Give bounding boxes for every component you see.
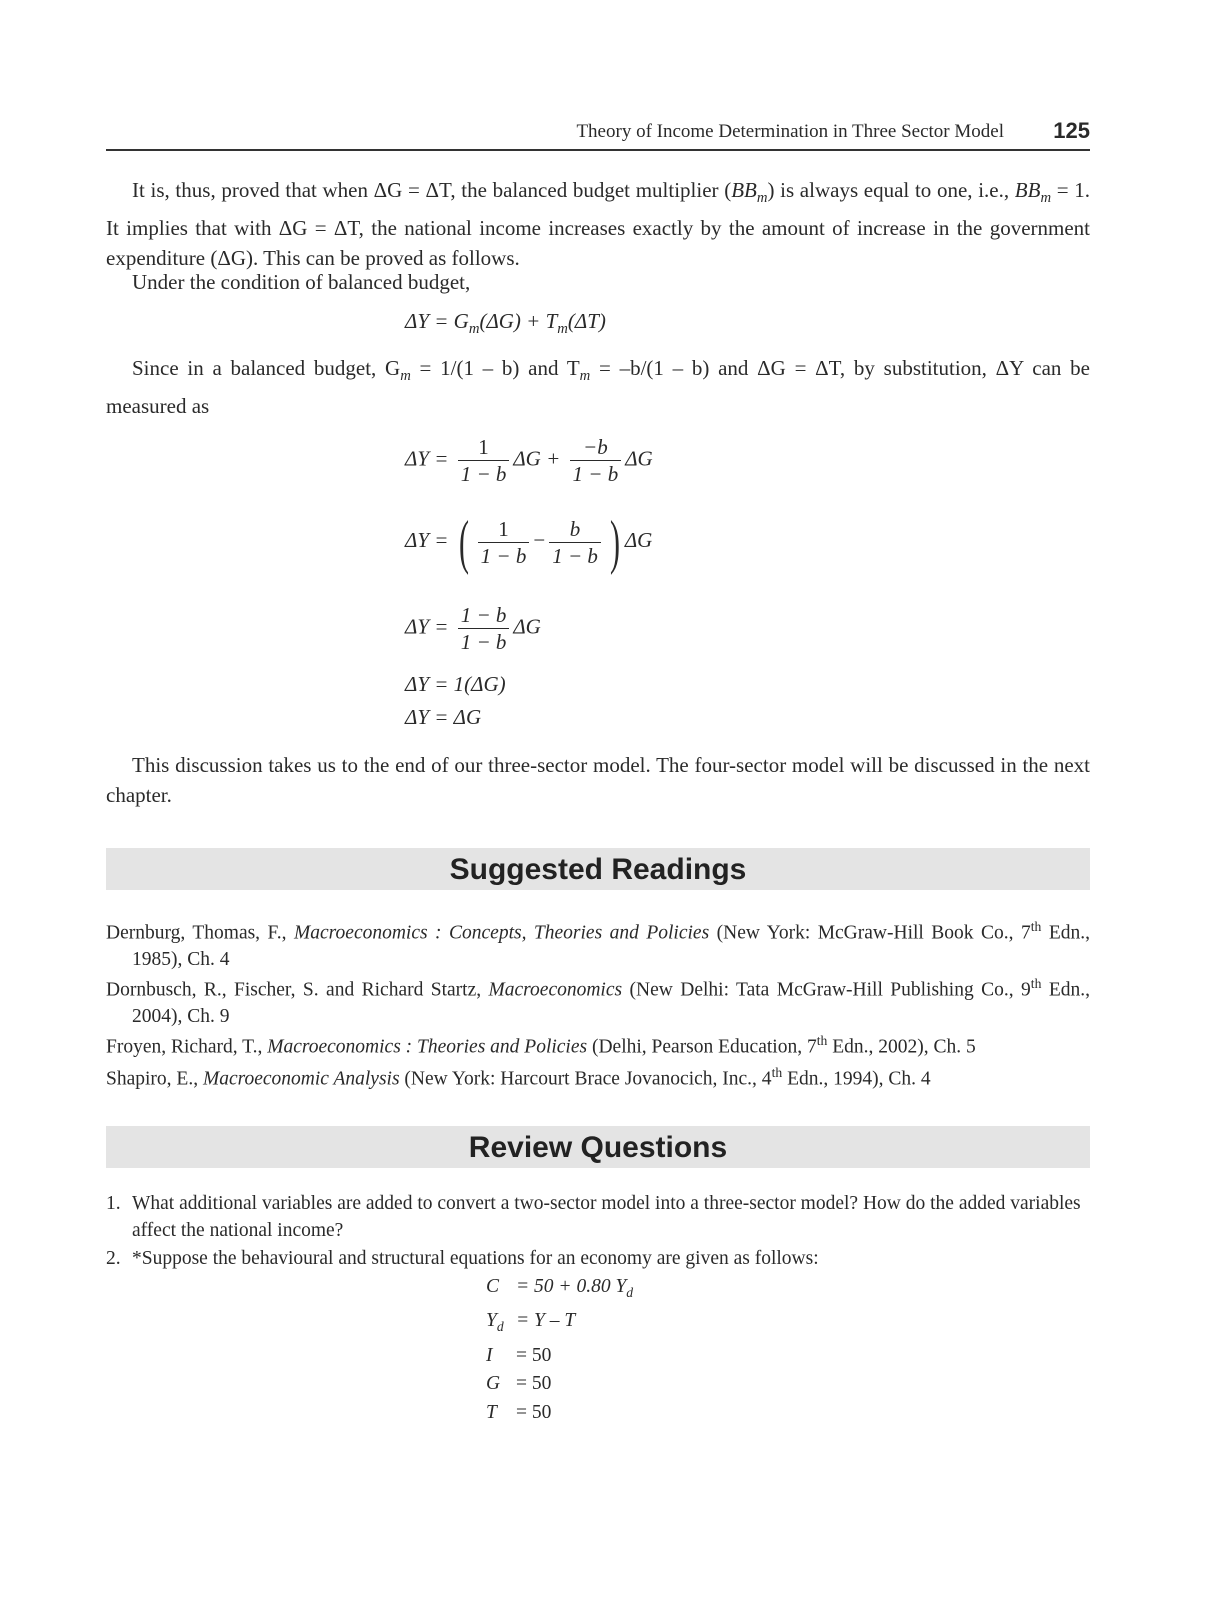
eq1-end: (ΔT) xyxy=(567,309,606,333)
question-number: 2. xyxy=(106,1248,121,1269)
bb-subscript: m xyxy=(756,190,768,207)
right-paren: ) xyxy=(609,509,620,575)
system-row-t: T = 50 xyxy=(486,1401,552,1423)
p3-text-a: Since in a balanced budget, G xyxy=(132,356,401,380)
system-row-g: G = 50 xyxy=(486,1373,552,1395)
eq2-fraction-1: $\frac{1}{1 - b}$ xyxy=(458,434,510,487)
eq4-fraction: $\frac{1 - b}{1 - b}$ xyxy=(458,602,510,655)
eq1-mid: (ΔG) + T xyxy=(479,309,558,333)
eq3-lhs: ΔY = xyxy=(405,527,449,552)
equation-step-5: ΔY = ΔG xyxy=(405,705,482,729)
eq2-dg2: ΔG xyxy=(625,446,653,471)
eq3-fraction-2: $\frac{b}{1 - b}$ xyxy=(549,516,601,569)
question-item xyxy=(106,1245,1090,1272)
reference-item: Shapiro, E., Macroeconomic Analysis (New York: Harcourt Brace Jovanocich, Inc., 4th Edn., 1994), Ch. 4 xyxy=(106,1065,931,1090)
p3-text-b: = 1/(1 – b) and T xyxy=(410,356,580,380)
p3-sub-m: m xyxy=(400,368,411,385)
eq3-fraction-1: $\frac{1}{1 - b}$ xyxy=(478,516,530,569)
eq2-fraction-2: $\frac{-b}{1 - b}$ xyxy=(570,434,622,487)
eq4-dg: ΔG xyxy=(513,614,541,639)
running-title: Theory of Income Determination in Three Sector Model xyxy=(576,121,1004,142)
page-number: 125 xyxy=(1053,118,1090,143)
reference-item: Froyen, Richard, T., Macroeconomics : Theories and Policies (Delhi, Pearson Education, 7th Edn., 2002), Ch. 5 xyxy=(106,1033,976,1058)
equation-step-1 xyxy=(405,434,653,487)
eq2-lhs: ΔY = xyxy=(405,446,449,471)
eq1-sub-m2: m xyxy=(557,321,568,338)
system-row-c: C = 50 + 0.80 $Y_d$ xyxy=(486,1276,634,1300)
left-paren: ( xyxy=(458,509,469,575)
reference-item: Dornbusch, R., Fischer, S. and Richard Startz, Macroeconomics (New Delhi: Tata McGraw-Hill Publishing Co., 9th Edn., 2004), Ch. 9 xyxy=(106,976,1090,1027)
eq3-dg: ΔG xyxy=(624,527,653,552)
p1-text-b: ) is always equal to one, i.e., xyxy=(767,178,1015,202)
question-text: *Suppose the behavioural and structural equations for an economy are given as follows: xyxy=(132,1248,819,1269)
bb-symbol: BB xyxy=(731,178,757,202)
paragraph-balanced-budget-proof xyxy=(106,175,1090,273)
paragraph-substitution xyxy=(106,353,1090,421)
system-row-yd: $Y_d = Y - T$ xyxy=(486,1310,576,1335)
eq3-minus: − xyxy=(533,527,546,552)
p1-text-c: = 1. It implies that with ΔG = ΔT, the national income increases exactly by the amount of increase in the government expenditure (ΔG). This can be proved as follows. xyxy=(106,178,1090,271)
equation-delta-y xyxy=(405,309,606,338)
equation-step-4: ΔY = 1(ΔG) xyxy=(405,672,506,696)
system-row-i: I = 50 xyxy=(486,1344,552,1366)
question-item xyxy=(106,1190,1090,1244)
equation-step-3 xyxy=(405,602,541,655)
question-text: What additional variables are added to convert a two-sector model into a three-sector model? How do the added variables affect the national income? xyxy=(132,1193,1081,1241)
eq1-sub-m: m xyxy=(468,321,480,338)
paragraph-condition: Under the condition of balanced budget, xyxy=(132,270,471,294)
paragraph-conclusion: This discussion takes us to the end of our three-sector model. The four-sector model will be discussed in the next chapter. xyxy=(106,753,1090,807)
question-number: 1. xyxy=(106,1193,121,1214)
eq1-lhs: ΔY = G xyxy=(405,309,469,333)
suggested-readings-heading: Suggested Readings xyxy=(106,848,1090,890)
bb-symbol-2: BB xyxy=(1014,178,1041,202)
review-questions-heading: Review Questions xyxy=(106,1126,1090,1168)
equation-system xyxy=(486,1273,633,1427)
p3-text-c: = –b/(1 – b) and ΔG = ΔT, by substitution, ΔY can be measured as xyxy=(106,356,1090,419)
header-rule xyxy=(106,149,1090,151)
equation-step-2 xyxy=(405,509,653,575)
p3-sub-m2: m xyxy=(579,368,591,385)
p1-text-a: It is, thus, proved that when ΔG = ΔT, the balanced budget multiplier ( xyxy=(132,178,732,202)
eq4-lhs: ΔY = xyxy=(405,614,449,639)
eq2-dg: ΔG + xyxy=(513,446,561,471)
reference-item: Dernburg, Thomas, F., Macroeconomics : Concepts, Theories and Policies (New York: McGraw-Hill Book Co., 7th Edn., 1985), Ch. 4 xyxy=(106,919,1090,970)
bb-subscript-2: m xyxy=(1040,190,1052,207)
